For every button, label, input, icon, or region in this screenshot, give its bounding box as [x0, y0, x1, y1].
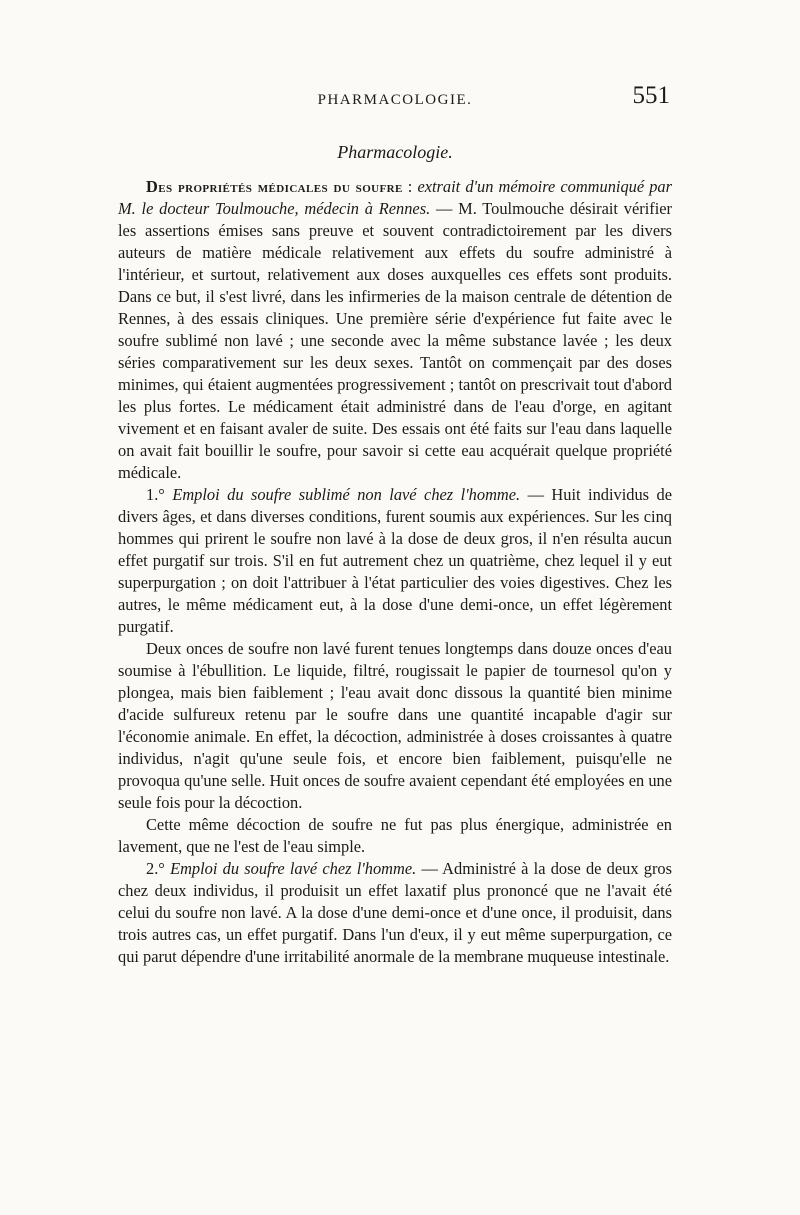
lead-separator: : — [402, 177, 418, 196]
running-title: PHARMACOLOGIE. — [317, 92, 473, 108]
paragraph-section-2 — [118, 858, 672, 968]
paragraph-section-1 — [118, 484, 672, 638]
running-head — [118, 78, 672, 114]
section-number: 2.° — [146, 859, 171, 878]
article-body — [118, 176, 672, 968]
paragraph-text: — M. Toulmouche désirait vérifier les assertions émises sans preuve et souvent contradictoirement par les divers auteurs de matière médicale relativement aux effets du soufre administré à l'intérieur, et surtout, relativement aux doses auxquelles ces effets sont produits. Dans ce but, il s'est livré, dans les infirmeries de la maison centrale de détention de Rennes, à des essais cliniques. Une première série d'expérience fut faite avec le soufre sublimé non lavé ; une seconde avec la même substance lavée ; les deux séries comparativement sur les deux sexes. Tantôt on commençait par des doses minimes, qui étaient augmentées progressivement ; tantôt on prescrivait tout d'abord les plus fortes. Le médicament était administré dans de l'eau d'orge, en agitant vivement et en faisant avaler de suite. Des essais ont été faits sur l'eau dans laquelle on avait fait bouillir le soufre, pour savoir si cette eau acquérait quelque propriété médicale. — [118, 199, 672, 482]
paragraph-text: — Huit individus de divers âges, et dans diverses conditions, furent soumis aux expériences. Sur les cinq hommes qui prirent le soufre non lavé à la dose de deux gros, il n'en résulta aucun effet purgatif sur trois. S'il en fut autrement chez un quatrième, chez lequel il y eut superpurgation ; on doit l'attribuer à l'état particulier des voies digestives. Chez les autres, le même médicament eut, à la dose d'une demi-once, un effet légèrement purgatif. — [118, 485, 672, 636]
page-number: 551 — [632, 82, 670, 109]
paragraph-text: Cette même décoction de soufre ne fut pas plus énergique, administrée en lavement, que ne l'est de l'eau simple. — [118, 815, 672, 856]
paragraph-lavement — [118, 814, 672, 858]
article-source-italic: extrait d'un mémoire communiqué par M. le docteur Toulmouche, médecin à Rennes. — [118, 177, 672, 218]
paragraph-decoction — [118, 638, 672, 814]
section-number: 1.° — [146, 485, 173, 504]
paragraph-intro — [118, 176, 672, 484]
section-title: Pharmacologie. — [337, 142, 453, 162]
paragraph-text: Deux onces de soufre non lavé furent tenues longtemps dans douze onces d'eau soumise à l'ébullition. Le liquide, filtré, rougissait le papier de tournesol qu'on y plongea, mais bien faiblement ; l'eau avait donc dissous la quantité bien minime d'acide sulfureux retenu par le soufre dans une quantité incapable d'agir sur l'économie animale. En effet, la décoction, administrée à doses croissantes à quatre individus, n'agit qu'une seule fois, et encore bien faiblement, puisqu'elle ne provoqua qu'une selle. Huit onces de soufre avaient cependant été employées en une seule fois pour la décoction. — [118, 639, 672, 812]
section-heading-italic: Emploi du soufre sublimé non lavé chez l'homme. — [172, 485, 521, 504]
paragraph-text: — Administré à la dose de deux gros chez deux individus, il produisit un effet laxatif plus prononcé que ne l'avait été celui du soufre non lavé. A la dose d'une demi-once et d'une once, il produisit, dans trois autres cas, un effet purgatif. Dans l'un d'eux, il y eut même superpurgation, ce qui parut dépendre d'une irritabilité anormale de la membrane muqueuse intestinale. — [118, 859, 672, 966]
article-lead-caps: Des propriétés médicales du soufre — [146, 177, 403, 196]
section-heading-italic: Emploi du soufre lavé chez l'homme. — [170, 859, 417, 878]
